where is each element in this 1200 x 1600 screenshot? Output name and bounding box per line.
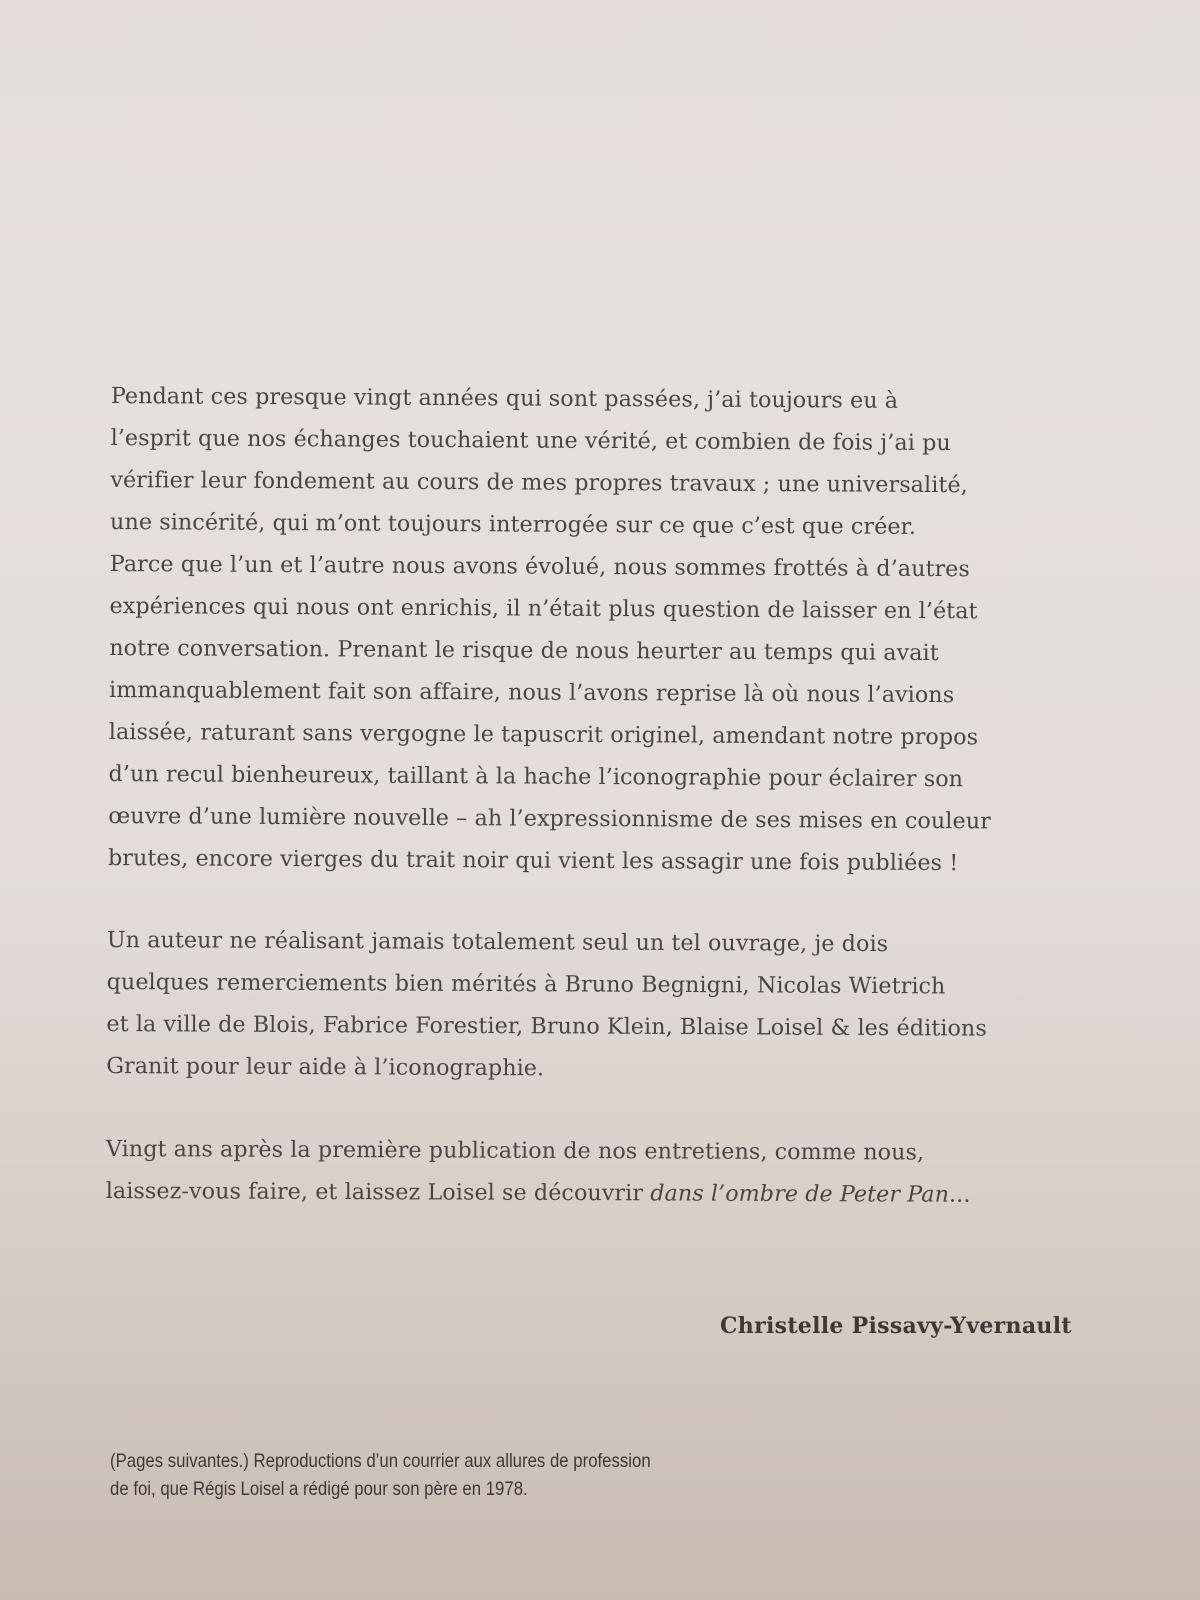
paragraph-line: Un auteur ne réalisant jamais totalement seul un tel ouvrage, je dois — [106, 926, 889, 958]
ellipsis: ... — [948, 1181, 971, 1208]
body-paragraph-1 — [108, 375, 994, 884]
image-caption — [110, 1447, 651, 1503]
paragraph-line: Parce que l’un et l’autre nous avons évolué, nous sommes frottés à d’autres — [109, 550, 971, 583]
paragraph-line: laissée, raturant sans vergogne le tapuscrit originel, amendant notre propos — [108, 718, 979, 751]
paragraph-line: Vingt ans après la première publication de nos entretiens, comme nous, — [105, 1135, 925, 1166]
caption-line: (Pages suivantes.) Reproductions d’un courrier aux allures de profession — [110, 1450, 651, 1472]
paragraph-line: Granit pour leur aide à l’iconographie. — [106, 1052, 545, 1082]
body-paragraph-2 — [106, 919, 987, 1092]
paragraph-text: laissez-vous faire, et laissez Loisel se découvrir — [105, 1177, 651, 1207]
paragraph-line: immanquablement fait son affaire, nous l’avons reprise là où nous l’avions — [108, 676, 955, 709]
paragraph-line: expériences qui nous ont enrichis, il n’était plus question de laisser en l’état — [109, 592, 978, 625]
body-paragraph-3 — [106, 1128, 971, 1216]
paragraph-line: Pendant ces presque vingt années qui sont passées, j’ai toujours eu à — [110, 382, 899, 414]
paragraph-line: d’un recul bienheureux, taillant à la hache l’iconographie pour éclairer son — [108, 760, 964, 793]
paragraph-line: et la ville de Blois, Fabrice Forestier, Bruno Klein, Blaise Loisel & les éditions — [106, 1010, 987, 1042]
caption-line: de foi, que Régis Loisel a rédigé pour son père en 1978. — [110, 1478, 528, 1500]
paragraph-line: une sincérité, qui m’ont toujours interrogée sur ce que c’est que créer. — [110, 508, 917, 540]
paragraph-line: brutes, encore vierges du trait noir qui vient les assagir une fois publiées ! — [107, 844, 959, 877]
paragraph-line: œuvre d’une lumière nouvelle – ah l’expressionnisme de ses mises en couleur — [108, 802, 991, 835]
paragraph-line: l’esprit que nos échanges touchaient une vérité, et combien de fois j’ai pu — [110, 424, 951, 457]
author-signature: Christelle Pissavy-Yvernault — [720, 1313, 1072, 1339]
paragraph-line: notre conversation. Prenant le risque de nous heurter au temps qui avait — [109, 634, 939, 667]
paragraph-line: vérifier leur fondement au cours de mes propres travaux ; une universalité, — [110, 466, 968, 499]
paragraph-line — [106, 1170, 971, 1216]
paragraph-line: quelques remerciements bien mérités à Bruno Begnigni, Nicolas Wietrich — [106, 968, 946, 1000]
book-title: dans l’ombre de Peter Pan — [650, 1180, 950, 1208]
